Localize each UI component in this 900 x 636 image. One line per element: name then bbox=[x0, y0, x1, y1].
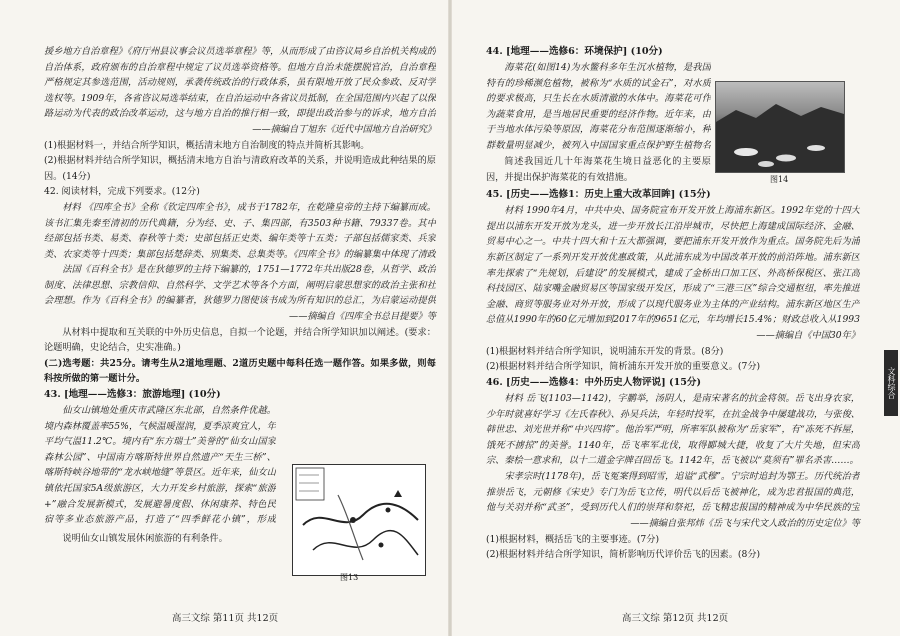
question-46-1: (1)根据材料，概括岳飞的主要事迹。(7分) bbox=[486, 533, 660, 545]
figure-14-caption: 图14 bbox=[770, 175, 789, 184]
source-citation: ——摘编自丁旭东《近代中国地方自治研究》 bbox=[252, 124, 436, 135]
figure-13-map bbox=[292, 464, 426, 576]
subject-side-tab: 文科综合 bbox=[884, 350, 898, 416]
question-45-2: (2)根据材料并结合所学知识，简析浦东开发开放的重要意义。(7分) bbox=[486, 361, 761, 373]
task-42: 从材料中提取和互关联的中外历史信息，自拟一个论题，并结合所学知识加以阐述。(要求：论题明确，史论结合，史实准确。) bbox=[44, 326, 436, 354]
question-45-heading: 45. [历史——选修1：历史上重大改革回眸] (15分) bbox=[486, 189, 711, 201]
page-footer-left: 高三文综 第11页 共12页 bbox=[171, 613, 279, 624]
source-citation: ——摘编自《中国30年》 bbox=[756, 330, 860, 342]
section-2-instructions: (二)选考题：共25分。请考生从2道地理题、2道历史题中每科任选一题作答。如果多做，则每科按所做的第一题计分。 bbox=[44, 357, 436, 385]
material-42-encyclopedie: 法国《百科全书》是在狄德罗的主持下编纂的，1751—1772年共出版28卷，从哲学、政治制度、法律思想、宗教信仰、自然科学、文学艺术等各个方面，阐明启蒙思想家的政治主张和社会理想。作为《百科全书》的编纂者，狄德罗力图使该书成为所有知识的总汇，为启蒙运动提供 bbox=[44, 263, 436, 307]
task-43: 说明仙女山镇发展休闲旅游的有利条件。 bbox=[62, 532, 228, 544]
material-46-1: 材料 岳飞(1103—1142)，字鹏举，汤阴人，是南宋著名的抗金将领。岳飞出身农家，少年时就喜好学习《左氏春秋》、孙吴兵法，年轻时投军，在抗金战争中屡建战功，与张俊、韩世忠、刘光世并称“中兴四将”。他治军严明，所率军队被称为“岳家军”，有“冻死不拆屋，饿死不掳掠”的美誉。1140年，岳飞率军北伐，取得郾城大捷，收复了大片失地，但宋高宗、秦桧一意求和，以十二道金字牌召回岳飞。1142年，岳飞被以“莫须有”罪名杀害……。 bbox=[486, 392, 860, 467]
figure-13-caption: 图13 bbox=[340, 573, 359, 582]
question-41-2: (2)根据材料并结合所学知识，概括清末地方自治与清政府改革的关系，并说明造成此种结果的原因。(14分) bbox=[44, 155, 436, 182]
question-45-1: (1)根据材料并结合所学知识，说明浦东开发的背景。(8分) bbox=[486, 345, 724, 357]
source-citation: ——摘编自《四库全书总目提要》等 bbox=[289, 310, 436, 322]
material-44: 海菜花(如图14)为水鳖科多年生沉水植物，是我国特有的珍稀濒危植物，被称为“水质的试金石”，对水质的要求极高，只生长在水质清澈的水体中。海菜花可作为蔬菜食用，是当地居民重要的经济作物。近年来，由于当地水体污染等原因，海菜花分布范围逐渐缩小，种群数量明显减少，被列入中国国家重点保护野生植物名 bbox=[486, 62, 711, 151]
question-41-1: (1)根据材料一，并结合所学知识，概括清末地方自治制度的特点并简析其影响。 bbox=[44, 139, 370, 151]
page-footer-right: 高三文综 第12页 共12页 bbox=[621, 613, 729, 624]
question-44-heading: 44. [地理——选修6：环境保护] (10分) bbox=[486, 46, 663, 57]
question-46-2: (2)根据材料并结合所学知识，简析影响历代评价岳飞的因素。(8分) bbox=[486, 549, 761, 561]
question-43-heading: 43. [地理——选修3：旅游地理] (10分) bbox=[44, 388, 221, 400]
source-citation: ——摘编自张邦炜《岳飞与宋代文人政治的历史定位》等 bbox=[630, 517, 860, 529]
material-45: 材料 1990年4月，中共中央、国务院宣布开发开放上海浦东新区。1992年党的十四大提出以浦东开发开放为龙头，进一步开放长江沿岸城市，尽快把上海建成国际经济、金融、贸易中心之一。中共十四大和十五大都强调，要把浦东开发开放作为重点。国务院先后为浦东新区制定了一系列开发开放优惠政策，从此浦东成为中国改革开放的前沿阵地。浦东新区率先探索了“先规划，后建设”的发展模式，建成了金桥出口加工区、外高桥保税区、张江高科技园区、陆家嘴金融贸易区等国家级开发区，形成了“三港三区”综合交通枢纽，率先推进金融、商贸等服务业对外开放，形成了以现代服务业为主体的产业结构。浦东新区地区生产总值从1990年的60亿元增加到2017年的9651亿元，年均增长15.4%；财政总收入从1993 bbox=[486, 205, 860, 326]
task-44: 简述我国近几十年海菜花生境日益恶化的主要原因，并提出保护海菜花的有效措施。 bbox=[486, 156, 711, 183]
material-43: 仙女山镇地处重庆市武隆区东北部，自然条件优越。境内森林覆盖率55%，气候温暖湿润，夏季凉爽宜人，年平均气温11.2℃。境内有“东方瑞士”美誉的“仙女山国家森林公园”、中国南方喀斯特世界自然遗产“天生三桥”、喀斯特峡谷地带的“龙水峡地缝”等景区。近年来，仙女山镇依托国家5A级旅游区，大力开发乡村旅游，探索“旅游+”融合发展新模式，发展避暑度假、休闲康养、特色民宿等多业态旅游产品，打造了“四季鲜花小镇”，形成 bbox=[44, 404, 276, 526]
question-42-heading: 42. 阅读材料，完成下列要求。(12分) bbox=[44, 186, 200, 198]
material-46-2: 宋孝宗时(1178年)，岳飞冤案得到昭雪，追谥“武穆”。宁宗时追封为鄂王。历代统治者推崇岳飞，元朝修《宋史》专门为岳飞立传，明代以后岳飞被神化，成为忠君报国的典范，他与关羽并称“武圣”，受到历代人们的崇拜和祭祀，岳飞精忠报国的精神成为中华民族的宝 bbox=[486, 470, 860, 514]
intro-paragraph: 援乡地方自治章程》《府厅州县议事会议员选举章程》等，从而形成了由咨议局乡自治机关构成的自治体系，政府颁布的自治章程中规定了议员选举资格等。但地方自治未能摆脱官治，自治章程严格规定其参选范围，活动规则，承袭传统政治的行政体系，虽有限地开放了民众参政、反对学选权等。1909年，各省咨议局选举结束，在自治运动中各省议员抵制，在全国范围内兴起了以保路运动为代表的政治改革运动，这与地方自治的推行相一致，即提出政治参与的诉求，地方自治 bbox=[44, 46, 436, 120]
material-42-siku: 材料 《四库全书》全称《钦定四库全书》，成书于1782年，在乾隆皇帝的主持下编纂而成。该书汇集先秦至清初的历代典籍，分为经、史、子、集四部，有3503种书籍、79337卷。其中经部包括书类、易类、春秋等十类；史部包括正史类、编年类等十五类；子部包括儒家类、兵家类、农家类等十四类；集部包括楚辞类、别集类、总集类等。《四库全书》的编纂集中体现了清政 bbox=[44, 201, 436, 260]
figure-14-photo bbox=[715, 81, 845, 173]
question-46-heading: 46. [历史——选修4：中外历史人物评说] (15分) bbox=[486, 376, 702, 388]
